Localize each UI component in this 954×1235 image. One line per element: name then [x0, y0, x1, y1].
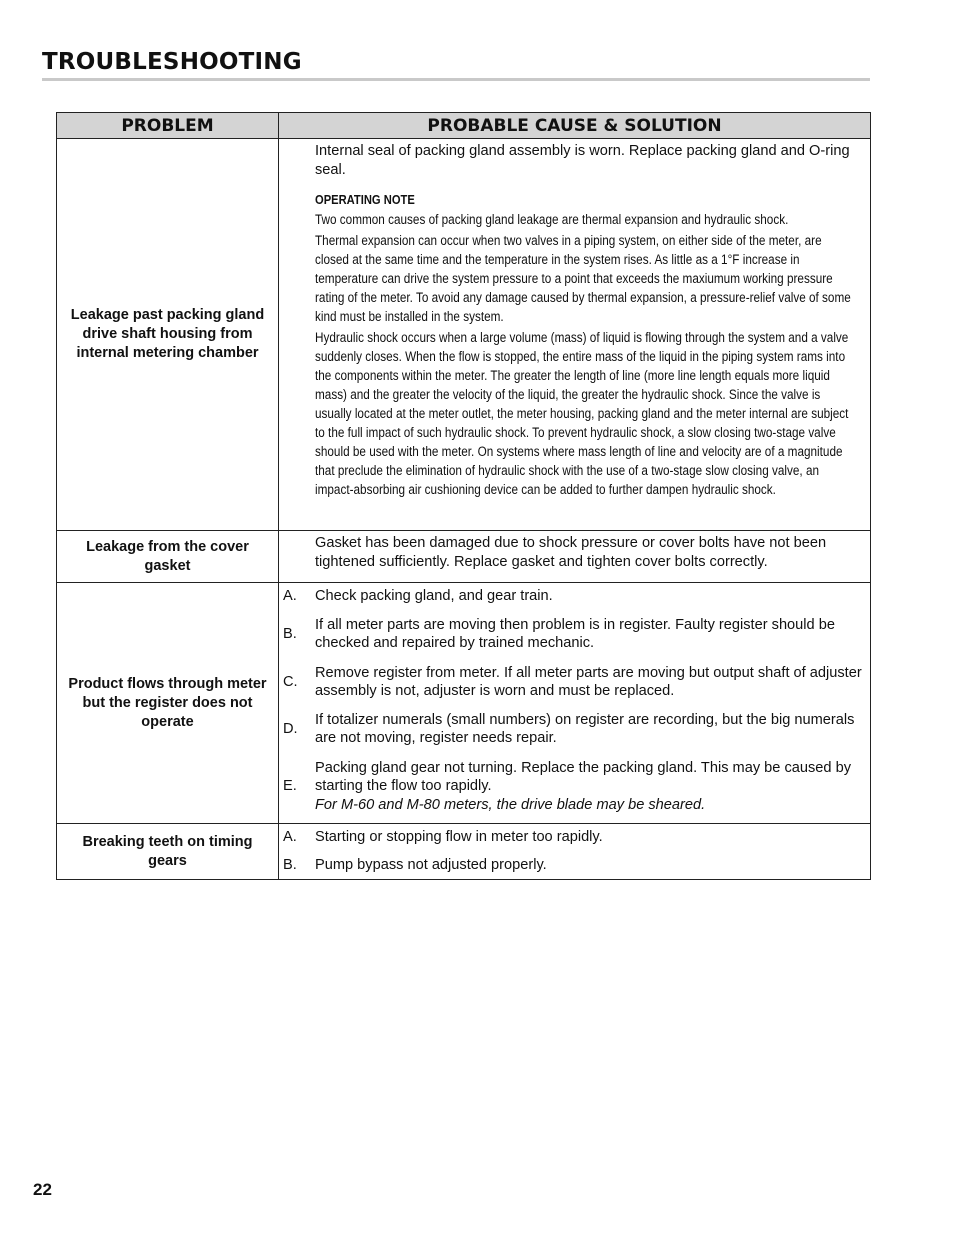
table-header-row: [57, 113, 871, 139]
list-item: [283, 759, 866, 815]
item-text-italic-note: For M-60 and M-80 meters, the drive blade may be sheared.: [315, 796, 706, 813]
item-letter: B.: [283, 625, 297, 642]
problem-cell: Leakage past packing gland drive shaft housing from internal metering chamber: [57, 139, 279, 531]
problem-cell: Product flows through meter but the register does not operate: [57, 583, 279, 824]
title-divider: [42, 78, 870, 81]
solution-column-header: PROBABLE CAUSE & SOLUTION: [279, 113, 871, 139]
item-text: Check packing gland, and gear train.: [315, 588, 553, 604]
page-title: TROUBLESHOOTING: [42, 49, 302, 75]
item-letter: A.: [283, 588, 297, 604]
item-text-main: Packing gland gear not turning. Replace the packing gland. This may be caused by starting the flow too rapidly.: [315, 759, 851, 794]
item-text: If all meter parts are moving then problem is in register. Faulty register should be checked and repaired by trained mechanic.: [315, 616, 835, 651]
page-number: 22: [33, 1180, 52, 1199]
hydraulic-shock-text: Hydraulic shock occurs when a large volume (mass) of liquid is flowing through the system and a valve suddenly closes. When the flow is stopped, the entire mass of the liquid in the piping system rams into the components within the meter. The greater the length of line (more line length equals more liquid mass) and the greater the velocity of the liquid, the greater the hydraulic shock. Since the valve is usually located at the meter outlet, the meter housing, packing gland and the meter internal are subject to the full impact of such hydraulic shock. To prevent hydraulic shock, a slow closing two-stage valve should be used with the meter. On systems where mass length of line and velocity are of a magnitude that preclude the elimination of hydraulic shock with the use of a two-stage slow closing valve, an impact-absorbing air cushioning device can be added to further dampen hydraulic shock.: [315, 330, 849, 497]
item-letter: E.: [283, 778, 297, 794]
item-text: Starting or stopping flow in meter too rapidly.: [315, 829, 603, 845]
list-item: [283, 664, 866, 701]
list-item: [283, 856, 866, 875]
list-item: [283, 587, 866, 606]
problem-column-header: PROBLEM: [57, 113, 279, 139]
item-letter: D.: [283, 720, 298, 737]
problem-cell: Leakage from the cover gasket: [57, 531, 279, 583]
item-text: Remove register from meter. If all meter parts are moving but output shaft of adjuster assembly is not, adjuster is worn and must be replaced.: [315, 664, 862, 699]
solution-cell: [279, 531, 871, 583]
table-row: [57, 824, 871, 880]
solution-cell: [279, 824, 871, 880]
list-item: [283, 711, 866, 748]
operating-note-heading: OPERATING NOTE: [315, 192, 415, 207]
operating-note-text: Two common causes of packing gland leakage are thermal expansion and hydraulic shock.: [315, 212, 789, 227]
item-text: Pump bypass not adjusted properly.: [315, 856, 547, 873]
table-row: [57, 531, 871, 583]
table-row: [57, 583, 871, 824]
solution-cell: [279, 583, 871, 824]
thermal-expansion-text: Thermal expansion can occur when two valves in a piping system, on either side of the meter, are closed at the same time and the temperature in the system rises. As little as a 1°F increase in temperature can drive the system pressure to a point that exceeds the maxiumum working pressure rating of the meter. To avoid any damage caused by thermal expansion, a pressure-relief valve of some kind must be installed in the system.: [315, 233, 851, 324]
list-item: [283, 616, 866, 653]
cause-text: Internal seal of packing gland assembly is worn. Replace packing gland and O-ring seal.: [315, 143, 850, 178]
solution-text: Gasket has been damaged due to shock pressure or cover bolts have not been tightened sufficiently. Replace gasket and tighten cover bolts correctly.: [315, 535, 827, 570]
list-item: [283, 828, 866, 847]
item-letter: B.: [283, 856, 297, 873]
item-letter: A.: [283, 829, 297, 845]
item-letter: C.: [283, 673, 298, 690]
solution-cell: [279, 139, 871, 531]
troubleshooting-table: [56, 112, 871, 880]
problem-cell: Breaking teeth on timing gears: [57, 824, 279, 880]
item-text: [315, 759, 866, 815]
table-row: [57, 139, 871, 531]
item-text: If totalizer numerals (small numbers) on register are recording, but the big numerals are not moving, register needs repair.: [315, 711, 855, 746]
